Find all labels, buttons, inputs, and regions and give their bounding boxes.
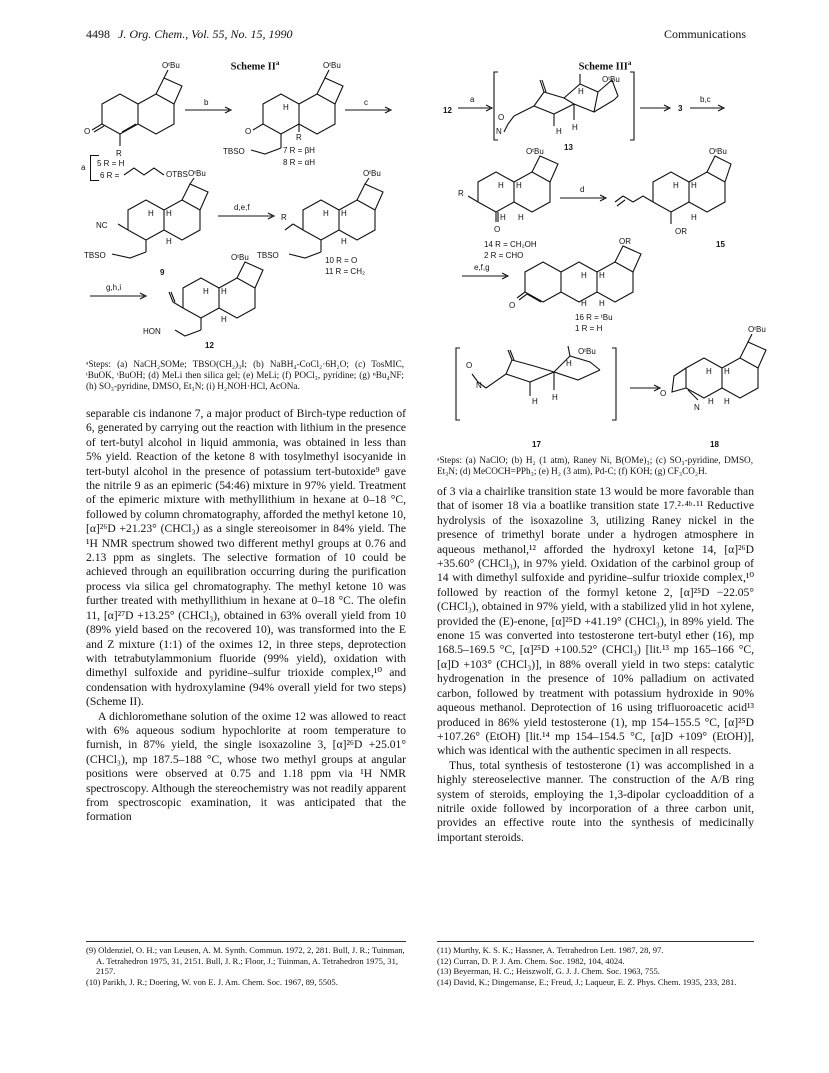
svg-text:H: H: [706, 367, 712, 376]
svg-text:R: R: [281, 213, 287, 222]
svg-text:O: O: [509, 301, 516, 310]
right-column-text: [437, 485, 754, 845]
journal-citation: J. Org. Chem., Vol. 55, No. 15, 1990: [118, 27, 293, 41]
scheme2-label-7: 7 R = βH: [283, 146, 315, 155]
svg-text:O: O: [84, 127, 91, 136]
scheme3-transition-state-13: [494, 70, 634, 150]
svg-text:H: H: [203, 287, 209, 296]
scheme3-compound-15: [615, 147, 735, 242]
svg-text:TBSO: TBSO: [84, 251, 106, 260]
svg-text:H: H: [148, 209, 154, 218]
reference-9: (9) Oldenziel, O. H.; van Leusen, A. M. Synth. Commun. 1972, 2, 281. Bull, J. R.; Tuinman, A. Tetrahedron 1975, 31, 2151. Bull, J. R.; Floor, J.; Tuinman, A. Tetrahedron 1975, 31, 2157.: [86, 945, 405, 977]
reference-11: (11) Murthy, K. S. K.; Hassner, A. Tetrahedron Lett. 1987, 28, 97.: [437, 945, 664, 955]
scheme2-arrow-def: [218, 204, 278, 222]
svg-text:H: H: [599, 271, 605, 280]
section-name: Communications: [664, 27, 746, 41]
svg-text:HON: HON: [143, 327, 161, 336]
scheme3-label-15: 15: [716, 240, 725, 249]
svg-text:OᵗBu: OᵗBu: [231, 253, 249, 262]
scheme2-arrow-c: [345, 100, 395, 116]
svg-text:H: H: [724, 367, 730, 376]
scheme3-label-2: 2 R = CHO: [484, 251, 524, 260]
scheme2-arrow-a-bracket: [90, 155, 99, 181]
svg-text:H: H: [221, 315, 227, 324]
scheme2-compound-5-6: [84, 61, 190, 170]
svg-text:OᵗBu: OᵗBu: [526, 147, 544, 156]
scheme-3-title: Scheme III$^a$: [578, 59, 632, 73]
scheme3-label-14: 14 R = CH₂OH: [484, 240, 537, 249]
scheme3-arrow-bc: [690, 96, 730, 112]
svg-text:N: N: [496, 127, 502, 136]
svg-text:H: H: [166, 209, 172, 218]
svg-text:OᵗBu: OᵗBu: [578, 347, 596, 356]
scheme3-arrow-to-18: [630, 376, 664, 392]
svg-text:OTBS: OTBS: [166, 170, 188, 179]
scheme-2-title: Scheme $II^a$: [230, 59, 280, 73]
svg-text:O: O: [498, 113, 505, 122]
svg-text:H: H: [341, 237, 347, 246]
svg-text:H: H: [581, 271, 587, 280]
scheme3-arrow-efg: [462, 264, 512, 280]
svg-text:TBSO: TBSO: [257, 251, 279, 260]
scheme2-arrow-b: [185, 100, 235, 116]
svg-text:H: H: [673, 181, 679, 190]
svg-text:R: R: [296, 133, 302, 142]
svg-text:H: H: [500, 213, 506, 222]
left-column-text: [86, 407, 406, 825]
scheme3-transition-state-17: [450, 344, 620, 424]
scheme2-label-5: 5 R = H: [97, 159, 125, 168]
scheme2-label-11: 11 R = CH₂: [325, 267, 366, 276]
left-paragraph-2: A dichloromethane solution of the oxime 12 was allowed to react with 6% aqueous sodium hypochlorite at room temperature to furnish, in 87% yield, the single isoxazoline 3, [α]²⁶D +25.01° (CHCl₃), mp 187.5–188 °C, whose two methyl groups at angular positions were observed at 0.75 and 1.18 ppm via ¹H NMR spectroscopy. Although the stereochemistry was not readily apparent from spectroscopic examination, it was anticipated that the formation: [86, 709, 406, 824]
svg-text:OᵗBu: OᵗBu: [188, 169, 206, 178]
right-paragraph-1: of 3 via a chairlike transition state 13 would be more favorable than that of isomer 18 via a boatlike transition state 17.²·⁴ᵇ·¹¹ Reductive hydrolysis of the isoxazoline 3, utilizing Raney nickel in the presence of trimethyl borate under a hydrogen atmosphere in aqueous methanol,¹² afforded the hydroxyl ketone 14, [α]²⁶D +35.60° (CHCl₃), in 97% yield. Oxidation of the carbinol group of 14 with dimethyl sulfoxide and pyridine–sulfur trioxide complex,¹⁰ followed by reaction of the formyl ketone 2, [α]²⁵D −22.05° (CHCl₃), obtained in 97% yield, with a stabilized ylid in hot xylene, provided the (E)-enone, [α]²⁵D +41.19° (CHCl₃), in 89% yield. The enone 15 was converted into testosterone tert-butyl ether (16), mp 168.5–169.5 °C, [α]²⁵D +100.52° (CHCl₃) [lit.¹³ mp 165–166 °C, [α]D +103° (CHCl₃)], in 88% overall yield in two steps: catalytic hydrogenation in the presence of 10% palladium on activated carbon, followed by treatment with potassium hydroxide in 90% aqueous methanol. Deprotection of 16 using trifluoroacetic acid¹³ produced in 86% yield testosterone (1), mp 154–155.5 °C, [α]²⁵D +107.26° (EtOH) [lit.¹⁴ mp 154–154.5 °C, [α]D +109° (EtOH)], which was identical with the authentic specimen in all respects.: [437, 485, 754, 758]
svg-text:OR: OR: [675, 227, 687, 236]
scheme2-label-8: 8 R = αH: [283, 158, 315, 167]
svg-text:N: N: [694, 403, 700, 412]
svg-text:OᵗBu: OᵗBu: [602, 75, 620, 84]
svg-text:H: H: [283, 103, 289, 112]
svg-text:N: N: [476, 381, 482, 390]
scheme2-footnote: ᵃSteps: (a) NaCH₂SOMe; TBSO(CH₂)₃I; (b) NaBH₄-CoCl₂·6H₂O; (c) TosMIC, ᵗBuOK, ᵗBuOH; (d) MeLi then silica gel; (e) MeLi; (f) POCl₃, pyridine; (g) ⁿBu₄NF; (h) SO₃-pyridine, DMSO, Et₃N; (i) H₂NOH·HCl, AcONa.: [86, 359, 404, 392]
scheme3-label-17: 17: [532, 440, 541, 449]
svg-text:H: H: [341, 209, 347, 218]
scheme3-label-3: 3: [678, 104, 683, 113]
svg-text:OR: OR: [619, 237, 631, 246]
svg-text:e,f,g: e,f,g: [474, 263, 490, 272]
scheme3-label-18: 18: [710, 440, 719, 449]
otbu-label: OᵗBu: [162, 61, 180, 70]
svg-text:H: H: [552, 393, 558, 402]
svg-text:R: R: [116, 149, 122, 158]
footnote-rule-left: [86, 941, 406, 942]
svg-text:R: R: [458, 189, 464, 198]
svg-text:H: H: [691, 213, 697, 222]
scheme3-compound-18: [660, 325, 778, 438]
footnote-rule-right: [437, 941, 754, 942]
scheme3-label-16: 16 R = ᵗBu: [575, 313, 613, 322]
scheme2-label-10: 10 R = O: [325, 256, 358, 265]
left-paragraph-1: separable cis indanone 7, a major product of Birch-type reduction of 6, generated by carrying out the reaction with lithium in the presence of tert-butyl alcohol in liquid ammonia, was obtained in less than 5% yield. Reaction of the ketone 8 with tosylmethyl isocyanide in tert-butyl alcohol in the presence of potassium tert-butoxide⁹ gave the nitrile 9 as an epimeric (54:46) mixture in 97% yield. Treatment of the epimeric mixture with methyllithium in hexane at 0–18 °C, followed by column chromatography, afforded the methyl ketone 10, [α]²⁶D +21.23° (CHCl₃) as a single stereoisomer in 84% yield. The ¹H NMR spectrum showed two different methyl groups at 0.76 and 2.13 ppm as singlets. The selective formation of 10 could be achieved through an equilibration occurring during the purification process via silica gel chromatography. The methyl ketone 10 was further treated with methyllithium in hexane at 0–18 °C. The olefin 11, [α]²⁷D +13.25° (CHCl₃), obtained in 63% overall yield from 10 (89% yield based on the recovered 10), was transformed into the E and Z mixture (1:1) of the oximes 12, in three steps, deprotection with tetrabutylammonium fluoride (99% yield), oxidation with dimethyl sulfoxide and pyridine–sulfur trioxide complex,¹⁰ and condensation with hydroxylamine (94% overall yield for two steps) (Scheme II).: [86, 407, 407, 709]
svg-text:H: H: [221, 287, 227, 296]
scheme2-compound-12: [143, 253, 265, 352]
scheme2-label-12: 12: [205, 341, 214, 350]
scheme2-label-9: 9: [160, 268, 165, 277]
svg-text:H: H: [691, 181, 697, 190]
scheme3-start-12: 12: [443, 106, 452, 115]
svg-text:H: H: [572, 123, 578, 132]
svg-text:OᵗBu: OᵗBu: [709, 147, 727, 156]
reference-12: (12) Curran, D. P. J. Am. Chem. Soc. 1982, 104, 4024.: [437, 955, 625, 966]
scheme3-arrow-to-3: [640, 96, 674, 112]
svg-text:b: b: [204, 98, 209, 107]
svg-text:a: a: [470, 95, 475, 104]
svg-text:H: H: [516, 181, 522, 190]
svg-text:g,h,i: g,h,i: [106, 283, 122, 292]
svg-text:H: H: [724, 397, 730, 406]
svg-text:O: O: [494, 225, 501, 234]
reference-10: (10) Parikh, J. R.; Doering, W. von E. J. Am. Chem. Soc. 1967, 89, 5505.: [86, 976, 338, 987]
references-right: [437, 945, 754, 987]
scheme3-arrow-d: [560, 186, 610, 202]
svg-text:H: H: [581, 299, 587, 308]
scheme3-compound-14-2: [458, 147, 560, 238]
svg-text:d: d: [580, 185, 585, 194]
svg-text:TBSO: TBSO: [223, 147, 245, 156]
svg-text:H: H: [532, 397, 538, 406]
scheme3-label-1: 1 R = H: [575, 324, 603, 333]
scheme2-arrow-ghi: [90, 284, 150, 302]
svg-text:O: O: [466, 361, 473, 370]
svg-text:O: O: [660, 389, 667, 398]
svg-text:OᵗBu: OᵗBu: [323, 61, 341, 70]
svg-text:H: H: [708, 397, 714, 406]
references-left: [86, 945, 406, 987]
scheme2-arrow-a-label: a: [81, 163, 86, 172]
svg-text:OᵗBu: OᵗBu: [363, 169, 381, 178]
svg-text:H: H: [578, 87, 584, 96]
scheme3-arrow-a: [458, 96, 498, 112]
svg-text:H: H: [323, 209, 329, 218]
svg-text:H: H: [566, 359, 572, 368]
reference-14: (14) David, K.; Dingemanse, E.; Freud, J.; Laqueur, E. Z. Phys. Chem. 1935, 233, 281.: [437, 976, 737, 987]
svg-text:H: H: [498, 181, 504, 190]
scheme3-footnote: ᵃSteps: (a) NaClO; (b) H₂ (1 atm), Raney Ni, B(OMe)₃; (c) SO₃-pyridine, DMSO, Et₃N; (d) MeCOCH=PPh₃; (e) H₂ (3 atm), Pd-C; (f) KOH; (g) CF₃CO₂H.: [437, 455, 753, 477]
svg-text:b,c: b,c: [700, 95, 711, 104]
running-header: [86, 27, 746, 43]
svg-text:H: H: [166, 237, 172, 246]
svg-text:NC: NC: [96, 221, 108, 230]
reference-13: (13) Beyerman, H. C.; Heiszwolf, G. J. J. Chem. Soc. 1963, 755.: [437, 966, 660, 977]
svg-text:O: O: [245, 127, 252, 136]
svg-text:OᵗBu: OᵗBu: [748, 325, 766, 334]
page-number: 4498: [86, 27, 110, 41]
scheme3-label-13: 13: [564, 143, 573, 152]
svg-text:H: H: [599, 299, 605, 308]
svg-text:H: H: [556, 127, 562, 136]
svg-text:H: H: [518, 213, 524, 222]
right-paragraph-2: Thus, total synthesis of testosterone (1) was accomplished in a highly stereoselective manner. The construction of the A/B ring system of steroids, employing the 1,3-dipolar cycloaddition of a nitrile oxide followed by incorporation of a three carbon unit, provides an effective route into the synthesis of medicinally important steroids.: [437, 758, 754, 844]
svg-text:d,e,f: d,e,f: [234, 203, 250, 212]
svg-text:c: c: [364, 98, 368, 107]
scheme2-label-6: 6 R =: [100, 171, 120, 180]
